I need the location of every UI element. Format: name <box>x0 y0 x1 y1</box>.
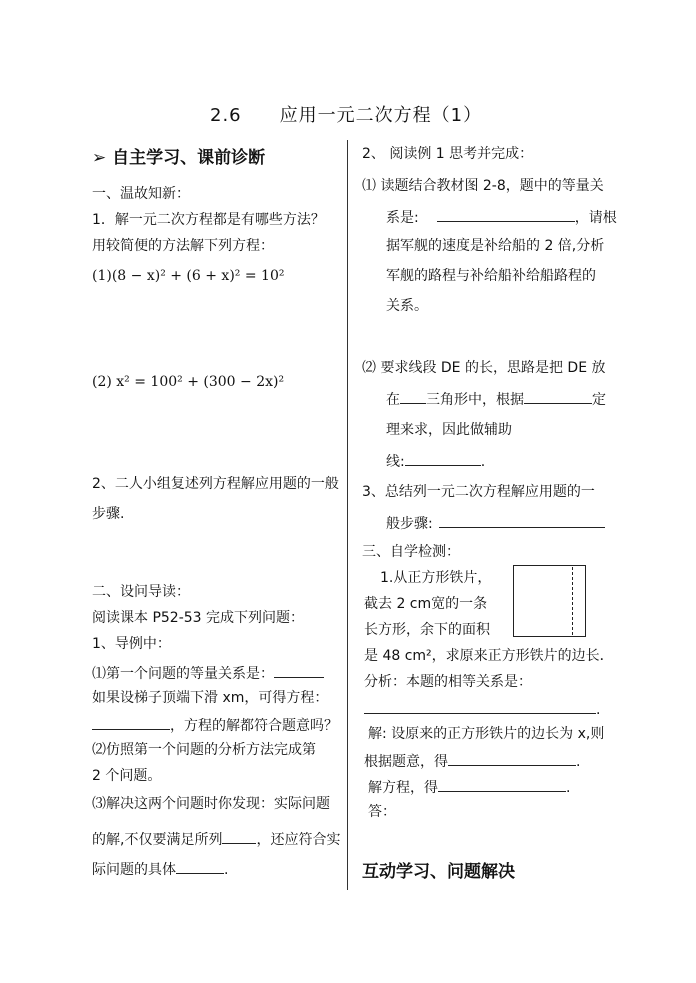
guide-q3-text-b: ，还应符合实 <box>256 832 341 848</box>
cut-line <box>572 567 573 635</box>
equation-2: (2) x² = 100² + (300 − 2x)² <box>92 374 285 390</box>
solution-text-b: 解方程，得 <box>368 780 438 796</box>
question-2-line1: 2、二人小组复述列方程解应用题的一般 <box>92 476 339 492</box>
equation-1: (1)(8 − x)² + (6 + x)² = 10² <box>92 268 285 284</box>
solution-text-a: 根据题意，得 <box>364 754 448 770</box>
part1-text-b: ，请根 <box>574 210 617 226</box>
guide-q3-line3: 际问题的具体 . <box>92 858 228 880</box>
part1-line5: 关系。 <box>386 298 428 314</box>
task-line2: 截去 2 cm宽的一条 <box>364 596 488 612</box>
answer-blank[interactable] <box>448 750 576 766</box>
answer-label: 答： <box>368 804 396 820</box>
part2-line2 <box>386 388 606 410</box>
guide-q1-line2: 如果设梯子顶端下滑 xm，可得方程： <box>92 690 329 706</box>
section-guided-reading: 二、设问导读： <box>92 584 190 600</box>
answer-blank[interactable] <box>405 450 481 466</box>
column-divider <box>347 140 348 890</box>
solution-line3: 解方程，得 . <box>368 776 570 798</box>
part2-text-c: 定 <box>592 392 606 408</box>
question-1-line1: 1．解一元二次方程都是有哪些方法？ <box>92 212 325 228</box>
guide-q3-line2 <box>92 828 340 850</box>
analysis-label: 分析：本题的相等关系是： <box>364 674 532 690</box>
guide-q1-line3 <box>92 714 338 736</box>
analysis-line: . <box>364 698 600 720</box>
guide-q3-text-a: 的解,不仅要满足所列 <box>92 832 223 848</box>
task-line1: 1.从正方形铁片， <box>380 570 492 586</box>
part2-text-d: 线: <box>386 454 405 470</box>
answer-blank[interactable] <box>274 662 324 678</box>
task-line4: 是 48 cm²，求原来正方形铁片的边长． <box>364 648 614 664</box>
answer-blank[interactable] <box>176 858 224 874</box>
guide-q3-text-c: 际问题的具体 <box>92 862 176 878</box>
guide-example-label: 1、导例中： <box>92 636 171 652</box>
square-diagram <box>513 565 586 637</box>
part2-line4: 线: . <box>386 450 485 472</box>
part1-line1: ⑴ 读题结合教材图 2-8，题中的等量关 <box>362 178 604 194</box>
guide-q1-line1 <box>92 662 324 684</box>
guide-q1-text: ⑴第一个问题的等量关系是： <box>92 666 274 682</box>
answer-blank[interactable] <box>222 828 256 844</box>
answer-blank[interactable] <box>438 776 566 792</box>
part2-text-b: 三角形中，根据 <box>426 392 524 408</box>
answer-blank[interactable] <box>92 714 170 730</box>
answer-blank[interactable] <box>400 388 426 404</box>
part2-text-a: 在 <box>386 392 400 408</box>
part1-line2 <box>386 206 617 228</box>
solution-line1: 解: 设原来的正方形铁片的边长为 x,则 <box>368 726 605 742</box>
part1-line3: 据军舰的速度是补给船的 2 倍,分析 <box>386 238 605 254</box>
guide-q3-line1: ⑶解决这两个问题时你发现：实际问题 <box>92 796 330 812</box>
question-1-line2: 用较简便的方法解下列方程： <box>92 238 274 254</box>
summary-text: 般步骤: <box>386 516 433 532</box>
reading-instruction: 阅读课本 P52-53 完成下列问题： <box>92 610 305 626</box>
section-heading-self-study: ➢ 自主学习、课前诊断 <box>92 148 266 168</box>
part2-line1: ⑵ 要求线段 DE 的长，思路是把 DE 放 <box>362 360 606 376</box>
summary-line2 <box>386 512 605 534</box>
section-self-check: 三、自学检测： <box>362 544 460 560</box>
page-title: 2.6 应用一元二次方程（1） <box>210 105 483 126</box>
task-line3: 长方形，余下的面积 <box>364 622 490 638</box>
answer-blank[interactable] <box>364 698 596 714</box>
guide-q1-text-2: ，方程的解都符合题意吗？ <box>170 718 338 734</box>
summary-line1: 3、总结列一元二次方程解应用题的一 <box>362 484 595 500</box>
guide-q2-line2: 2 个问题。 <box>92 768 162 784</box>
guide-q2-line1: ⑵仿照第一个问题的分析方法完成第 <box>92 742 316 758</box>
part1-text-a: 系是: <box>386 210 419 226</box>
question-2-line2: 步骤. <box>92 506 125 522</box>
part1-line4: 军舰的路程与补给船补给船路程的 <box>386 268 596 284</box>
answer-blank[interactable] <box>437 206 575 222</box>
answer-blank[interactable] <box>439 512 605 528</box>
reading-example-heading: 2、 阅读例 1 思考并完成： <box>362 146 534 162</box>
section-review: 一、温故知新： <box>92 186 190 202</box>
answer-blank[interactable] <box>524 388 592 404</box>
part2-line3: 理来求，因此做辅助 <box>386 422 512 438</box>
section-heading-interactive: 互动学习、问题解决 <box>362 862 515 882</box>
solution-line2: 根据题意，得 . <box>364 750 580 772</box>
